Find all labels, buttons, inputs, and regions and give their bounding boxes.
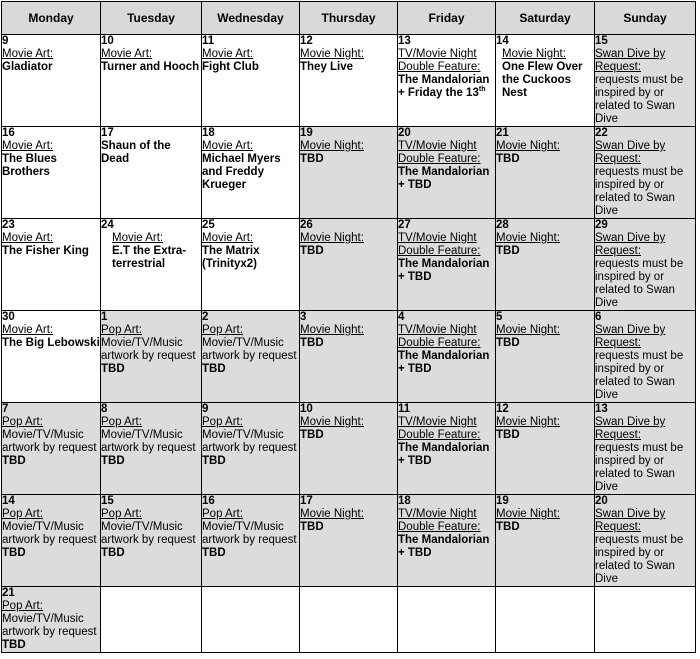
event-title-text: The Mandalorian + TBD bbox=[398, 534, 490, 559]
event-description: Movie/TV/Music artwork by request bbox=[2, 429, 97, 454]
event-description: Movie/TV/Music artwork by request bbox=[101, 429, 196, 454]
day-cell bbox=[398, 35, 496, 127]
day-cell bbox=[595, 35, 696, 127]
event-title bbox=[496, 337, 594, 350]
event-category-label: Swan Dive by Request: bbox=[595, 416, 666, 441]
event-title bbox=[202, 61, 299, 74]
day-number: 12 bbox=[300, 35, 313, 47]
event-category-label: Movie Art: bbox=[101, 48, 153, 60]
event-category-label: Movie Night: bbox=[300, 48, 364, 60]
event-category-label: TV/Movie Night Double Feature: bbox=[398, 416, 481, 441]
day-cell bbox=[2, 219, 101, 311]
day-cell bbox=[300, 403, 398, 495]
day-cell bbox=[101, 127, 202, 219]
day-number: 27 bbox=[398, 219, 411, 231]
day-cell bbox=[496, 587, 595, 653]
event-title bbox=[101, 61, 201, 74]
event-description: requests must be inspired by or related to Swan Dive bbox=[595, 442, 684, 493]
event-category-label: Movie Night: bbox=[300, 232, 364, 244]
event-title bbox=[202, 547, 299, 560]
event-title-text: TBD bbox=[300, 429, 324, 441]
event-title bbox=[2, 153, 100, 179]
event-title-text: The Mandalorian + TBD bbox=[398, 258, 490, 283]
day-cell bbox=[2, 587, 101, 653]
ordinal-suffix: th bbox=[478, 86, 486, 94]
event-category-label: Movie Night: bbox=[300, 508, 364, 520]
event-category-label: Movie Night: bbox=[496, 416, 560, 428]
event-title-text: TBD bbox=[300, 153, 324, 165]
day-cell bbox=[398, 311, 496, 403]
header-monday: Monday bbox=[2, 2, 101, 35]
event-title-text: TBD bbox=[300, 521, 324, 533]
event-title bbox=[101, 140, 201, 166]
day-number: 15 bbox=[101, 495, 114, 507]
event-category-label: Movie Art: bbox=[2, 324, 54, 336]
event-title-text: TBD bbox=[496, 429, 520, 441]
day-cell bbox=[202, 35, 300, 127]
event-title bbox=[202, 363, 299, 376]
event-category-label: Pop Art: bbox=[2, 508, 43, 520]
day-cell bbox=[202, 403, 300, 495]
event-category-label: Swan Dive by Request: bbox=[595, 232, 666, 257]
week-row bbox=[2, 219, 696, 311]
day-cell bbox=[496, 127, 595, 219]
event-title bbox=[101, 245, 201, 271]
event-title bbox=[300, 337, 397, 350]
event-title bbox=[101, 455, 201, 468]
event-title-text: TBD bbox=[2, 547, 26, 559]
event-category-label: TV/Movie Night Double Feature: bbox=[398, 232, 481, 257]
event-title-text: TBD bbox=[101, 363, 125, 375]
day-cell bbox=[300, 219, 398, 311]
event-title-text: The Mandalorian + TBD bbox=[398, 442, 490, 467]
event-category-label: Movie Art: bbox=[202, 140, 254, 152]
event-category-label: Movie Art: bbox=[2, 140, 54, 152]
day-number: 15 bbox=[595, 35, 608, 47]
event-category-label: Movie Art: bbox=[2, 232, 54, 244]
event-category-label: Pop Art: bbox=[2, 416, 43, 428]
header-thursday: Thursday bbox=[300, 2, 398, 35]
calendar-body bbox=[2, 35, 696, 653]
day-number: 10 bbox=[300, 403, 313, 415]
weekday-header-row bbox=[2, 2, 696, 35]
event-category-label: Swan Dive by Request: bbox=[595, 324, 666, 349]
event-category-label: TV/Movie Night Double Feature: bbox=[398, 508, 481, 533]
event-title-text: TBD bbox=[101, 455, 125, 467]
event-category-label: Movie Night: bbox=[496, 232, 560, 244]
day-number: 4 bbox=[398, 311, 405, 323]
day-cell bbox=[300, 495, 398, 587]
day-cell bbox=[202, 587, 300, 653]
event-title bbox=[101, 547, 201, 560]
event-title bbox=[202, 455, 299, 468]
day-number: 19 bbox=[300, 127, 313, 139]
day-cell bbox=[595, 127, 696, 219]
day-cell bbox=[496, 311, 595, 403]
day-number: 16 bbox=[202, 495, 215, 507]
day-number: 3 bbox=[300, 311, 307, 323]
event-category-label: Pop Art: bbox=[202, 508, 243, 520]
event-title bbox=[300, 429, 397, 442]
day-number: 18 bbox=[398, 495, 411, 507]
day-number: 11 bbox=[202, 35, 215, 47]
event-category-label: Movie Art: bbox=[112, 232, 164, 244]
event-description: Movie/TV/Music artwork by request bbox=[202, 337, 297, 362]
week-row bbox=[2, 495, 696, 587]
event-category-label: TV/Movie Night Double Feature: bbox=[398, 48, 481, 73]
event-category-label: Movie Night: bbox=[300, 416, 364, 428]
event-category-label: Movie Night: bbox=[502, 48, 566, 60]
event-title bbox=[101, 363, 201, 376]
week-row bbox=[2, 311, 696, 403]
event-title-text: The Big Lebowski bbox=[2, 337, 100, 349]
day-number: 13 bbox=[398, 35, 411, 47]
event-title-text: TBD bbox=[101, 547, 125, 559]
event-title-text: TBD bbox=[496, 521, 520, 533]
event-title-text: The Fisher King bbox=[2, 245, 89, 257]
day-number: 5 bbox=[496, 311, 503, 323]
day-cell bbox=[101, 311, 202, 403]
event-category-label: Movie Night: bbox=[300, 324, 364, 336]
event-description: Movie/TV/Music artwork by request bbox=[101, 521, 196, 546]
day-number: 25 bbox=[202, 219, 215, 231]
event-title-text: They Live bbox=[300, 61, 354, 73]
event-title-text: The Mandalorian + TBD bbox=[398, 350, 490, 375]
day-cell bbox=[398, 403, 496, 495]
day-cell bbox=[595, 311, 696, 403]
day-number: 16 bbox=[2, 127, 15, 139]
day-number: 1 bbox=[101, 311, 108, 323]
event-title-text: One Flew Over the Cuckoos Nest bbox=[502, 61, 583, 99]
event-title-text: TBD bbox=[202, 363, 226, 375]
event-title bbox=[202, 245, 299, 271]
event-title bbox=[496, 245, 594, 258]
day-number: 17 bbox=[101, 127, 114, 139]
event-title-text: TBD bbox=[300, 337, 324, 349]
event-title bbox=[300, 245, 397, 258]
day-number: 23 bbox=[2, 219, 15, 231]
day-cell bbox=[2, 35, 101, 127]
event-title bbox=[496, 61, 594, 100]
day-number: 29 bbox=[595, 219, 608, 231]
day-number: 9 bbox=[2, 35, 9, 47]
day-number: 20 bbox=[398, 127, 411, 139]
event-title-text: TBD bbox=[496, 153, 520, 165]
event-title-text: The Mandalorian + TBD bbox=[398, 166, 490, 191]
event-category-label: Swan Dive by Request: bbox=[595, 48, 666, 73]
event-title bbox=[2, 337, 100, 350]
event-title bbox=[398, 166, 495, 192]
day-cell bbox=[202, 127, 300, 219]
event-title bbox=[300, 153, 397, 166]
day-cell bbox=[496, 403, 595, 495]
event-title bbox=[496, 153, 594, 166]
event-title bbox=[2, 245, 100, 258]
day-number: 11 bbox=[398, 403, 411, 415]
day-number: 14 bbox=[496, 35, 509, 47]
event-category-label: Movie Night: bbox=[300, 140, 364, 152]
day-cell bbox=[202, 495, 300, 587]
day-number: 12 bbox=[496, 403, 509, 415]
event-title-text: E.T the Extra-terrestrial bbox=[112, 245, 187, 270]
day-number: 20 bbox=[595, 495, 608, 507]
day-number: 21 bbox=[496, 127, 509, 139]
event-title-text: TBD bbox=[2, 639, 26, 651]
event-title-text: Michael Myers and Freddy Krueger bbox=[202, 153, 281, 191]
day-number: 18 bbox=[202, 127, 215, 139]
event-category-label: Swan Dive by Request: bbox=[595, 140, 666, 165]
event-title-text: TBD bbox=[202, 455, 226, 467]
day-number: 14 bbox=[2, 495, 15, 507]
day-number: 24 bbox=[101, 219, 114, 231]
day-number: 2 bbox=[202, 311, 209, 323]
day-cell bbox=[595, 587, 696, 653]
header-wednesday: Wednesday bbox=[202, 2, 300, 35]
event-category-label: TV/Movie Night Double Feature: bbox=[398, 324, 481, 349]
day-cell bbox=[101, 587, 202, 653]
day-cell bbox=[496, 495, 595, 587]
day-cell bbox=[595, 495, 696, 587]
event-title bbox=[2, 639, 100, 652]
day-number: 17 bbox=[300, 495, 313, 507]
day-cell bbox=[398, 127, 496, 219]
day-number: 10 bbox=[101, 35, 114, 47]
event-description: Movie/TV/Music artwork by request bbox=[2, 613, 97, 638]
day-cell bbox=[496, 219, 595, 311]
day-number: 26 bbox=[300, 219, 313, 231]
day-number: 6 bbox=[595, 311, 602, 323]
week-row bbox=[2, 35, 696, 127]
event-title bbox=[398, 350, 495, 376]
event-title bbox=[2, 547, 100, 560]
day-cell bbox=[2, 127, 101, 219]
event-title-text: Turner and Hooch bbox=[101, 61, 200, 73]
event-title-text: The Mandalorian + Friday the 13 bbox=[398, 74, 490, 99]
week-row bbox=[2, 587, 696, 653]
day-cell bbox=[202, 311, 300, 403]
event-category-label: Movie Art: bbox=[202, 48, 254, 60]
event-category-label: Pop Art: bbox=[2, 600, 43, 612]
day-cell bbox=[595, 219, 696, 311]
event-title bbox=[398, 258, 495, 284]
day-number: 30 bbox=[2, 311, 15, 323]
event-title bbox=[398, 534, 495, 560]
header-tuesday: Tuesday bbox=[101, 2, 202, 35]
event-title-text: The Matrix (Trinityx2) bbox=[202, 245, 260, 270]
event-category-label: Pop Art: bbox=[101, 416, 142, 428]
day-cell bbox=[398, 495, 496, 587]
day-cell bbox=[101, 35, 202, 127]
event-category-label: Pop Art: bbox=[202, 416, 243, 428]
event-title-text: Fight Club bbox=[202, 61, 259, 73]
header-friday: Friday bbox=[398, 2, 496, 35]
event-title bbox=[398, 74, 495, 100]
day-cell bbox=[496, 35, 595, 127]
day-cell bbox=[398, 219, 496, 311]
day-cell bbox=[2, 495, 101, 587]
day-number: 9 bbox=[202, 403, 209, 415]
event-title bbox=[398, 442, 495, 468]
day-number: 22 bbox=[595, 127, 608, 139]
event-category-label: Pop Art: bbox=[202, 324, 243, 336]
event-category-label: Movie Art: bbox=[2, 48, 54, 60]
event-title-text: TBD bbox=[496, 245, 520, 257]
event-category-label: Movie Night: bbox=[496, 324, 560, 336]
day-cell bbox=[2, 311, 101, 403]
event-title bbox=[202, 153, 299, 192]
event-title-text: The Blues Brothers bbox=[2, 153, 57, 178]
week-row bbox=[2, 127, 696, 219]
event-title bbox=[2, 455, 100, 468]
event-description: requests must be inspired by or related to Swan Dive bbox=[595, 534, 684, 585]
event-description: requests must be inspired by or related to Swan Dive bbox=[595, 350, 684, 401]
day-cell bbox=[300, 587, 398, 653]
day-cell bbox=[202, 219, 300, 311]
event-description: requests must be inspired by or related to Swan Dive bbox=[595, 166, 684, 217]
event-category-label: TV/Movie Night Double Feature: bbox=[398, 140, 481, 165]
event-title bbox=[2, 61, 100, 74]
event-title-text: TBD bbox=[496, 337, 520, 349]
day-cell bbox=[101, 495, 202, 587]
day-cell bbox=[300, 311, 398, 403]
event-description: Movie/TV/Music artwork by request bbox=[101, 337, 196, 362]
event-title-text: TBD bbox=[300, 245, 324, 257]
day-number: 8 bbox=[101, 403, 108, 415]
event-description: Movie/TV/Music artwork by request bbox=[2, 521, 97, 546]
day-cell bbox=[2, 403, 101, 495]
day-number: 19 bbox=[496, 495, 509, 507]
day-cell bbox=[300, 127, 398, 219]
event-description: requests must be inspired by or related to Swan Dive bbox=[595, 258, 684, 309]
event-description: requests must be inspired by or related to Swan Dive bbox=[595, 74, 684, 125]
day-number: 28 bbox=[496, 219, 509, 231]
event-title-text: TBD bbox=[2, 455, 26, 467]
day-cell bbox=[101, 219, 202, 311]
day-cell bbox=[595, 403, 696, 495]
day-number: 21 bbox=[2, 587, 15, 599]
event-title bbox=[496, 521, 594, 534]
event-title-text: Gladiator bbox=[2, 61, 53, 73]
event-title-text: TBD bbox=[202, 547, 226, 559]
header-saturday: Saturday bbox=[496, 2, 595, 35]
day-number: 7 bbox=[2, 403, 9, 415]
week-row bbox=[2, 403, 696, 495]
event-category-label: Movie Night: bbox=[496, 140, 560, 152]
event-category-label: Movie Art: bbox=[202, 232, 254, 244]
event-title bbox=[300, 521, 397, 534]
header-sunday: Sunday bbox=[595, 2, 696, 35]
day-cell bbox=[101, 403, 202, 495]
event-category-label: Pop Art: bbox=[101, 508, 142, 520]
day-cell bbox=[398, 587, 496, 653]
event-title-text: Shaun of the Dead bbox=[101, 140, 171, 165]
day-cell bbox=[300, 35, 398, 127]
calendar-table bbox=[1, 1, 696, 653]
event-description: Movie/TV/Music artwork by request bbox=[202, 429, 297, 454]
day-number: 13 bbox=[595, 403, 608, 415]
event-title bbox=[300, 61, 397, 74]
event-description: Movie/TV/Music artwork by request bbox=[202, 521, 297, 546]
event-title bbox=[496, 429, 594, 442]
event-category-label: Pop Art: bbox=[101, 324, 142, 336]
event-category-label: Swan Dive by Request: bbox=[595, 508, 666, 533]
event-category-label: Movie Night: bbox=[496, 508, 560, 520]
